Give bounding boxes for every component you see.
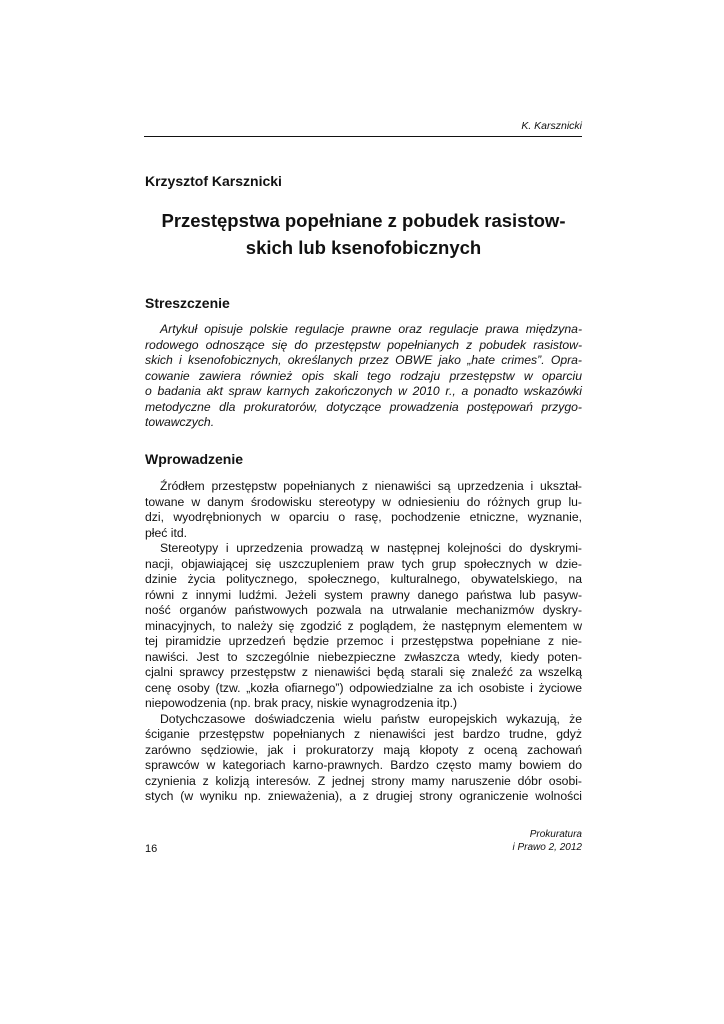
- running-header-author: K. Karsznicki: [144, 120, 582, 137]
- body-line: minacyjnych, to należy się zgodzić z poglądem, że następnym elementem w: [145, 618, 582, 633]
- abstract-line: rodowego odnoszące się do przestępstw popełnianych z pobudek rasistow-: [145, 337, 582, 352]
- journal-issue: i Prawo 2, 2012: [512, 842, 582, 853]
- abstract-line: skich i ksenofobicznych, określanych przez OBWE jako „hate crimes”. Opra-: [145, 353, 582, 367]
- body-line: dzi, wyodrębnionych w oparciu o rasę, pochodzenie etniczne, wyznanie,: [145, 510, 582, 524]
- body-line: ność organów państwowych pozwala na utrwalanie mechanizmów dyskry-: [145, 603, 582, 617]
- body-line: nawiści. Jest to szczególnie niebezpieczne zwłaszcza wtedy, kiedy poten-: [145, 649, 582, 664]
- introduction-text: [145, 479, 582, 805]
- body-line: Źródłem przestępstw popełnianych z nienawiści są uprzedzenia i ukształ-: [160, 479, 582, 493]
- body-line: sprawców w kategoriach karno-prawnych. Bardzo często mamy bowiem do: [145, 758, 582, 772]
- article-author: Krzysztof Karsznicki: [145, 173, 282, 189]
- abstract-line: o badania akt spraw karnych zakończonych w 2010 r., a ponadto wskazówki: [145, 384, 582, 398]
- page-number: 16: [145, 843, 158, 855]
- journal-citation: [430, 828, 582, 854]
- body-line: płeć itd.: [145, 525, 188, 540]
- body-line: dzinie życia politycznego, społecznego, kulturalnego, obywatelskiego, na: [145, 572, 582, 586]
- body-line: tej piramidzie uprzedzeń będzie przemoc i przestępstwa popełniane z nie-: [145, 634, 582, 648]
- abstract-heading: Streszczenie: [145, 295, 230, 311]
- abstract-text: [145, 322, 582, 431]
- body-line: Dotychczasowe doświadczenia wielu państw europejskich wykazują, że: [160, 711, 582, 726]
- body-line: czynienia z kolizją interesów. Z jednej strony mamy naruszenie dóbr osobi-: [145, 773, 582, 788]
- body-line: nacji, objawiającej się uszczupleniem praw tych grup społecznych w dzie-: [145, 556, 582, 571]
- abstract-line: metodyczne dla prokuratorów, dotyczące prowadzenia postępowań przygo-: [145, 399, 582, 414]
- body-line: cjalni sprawcy przestępstw z nienawiści będą starali się znaleźć za wszelką: [145, 665, 582, 679]
- abstract-line: towawczych.: [145, 415, 215, 429]
- body-line: równi z innymi ludźmi. Jeżeli system prawny danego państwa lub pasyw-: [145, 587, 582, 602]
- title-line: skich lub ksenofobicznych: [245, 237, 482, 258]
- body-line: zarówno sędziowie, jak i prokuratorzy mają kłopoty z oceną zachowań: [145, 742, 582, 757]
- article-title: [145, 207, 582, 261]
- body-line: stych (w wyniku np. znieważenia), a z drugiej strony ograniczenie wolności: [145, 789, 582, 803]
- body-line: ściganie przestępstw popełnianych z nienawiści jest bardzo trudne, gdyż: [145, 727, 582, 741]
- journal-name: Prokuratura: [529, 829, 582, 840]
- introduction-heading: Wprowadzenie: [145, 451, 244, 467]
- abstract-line: cowanie zawiera również opis skali tego rodzaju przestępstw w oparciu: [145, 368, 582, 383]
- body-line: cenę osoby (tzw. „kozła ofiarnego”) odpowiedzialne za ich osobiste i życiowe: [145, 680, 582, 695]
- body-line: niepowodzenia (np. brak pracy, niskie wynagrodzenia itp.): [145, 696, 458, 710]
- title-line: Przestępstwa popełniane z pobudek rasistow-: [161, 210, 566, 231]
- body-line: Stereotypy i uprzedzenia prowadzą w następnej kolejności do dyskrymi-: [160, 541, 582, 555]
- abstract-line: Artykuł opisuje polskie regulacje prawne oraz regulacje prawa międzyna-: [160, 322, 582, 336]
- body-line: towane w danym środowisku stereotypy w odniesieniu do różnych grup lu-: [145, 494, 582, 509]
